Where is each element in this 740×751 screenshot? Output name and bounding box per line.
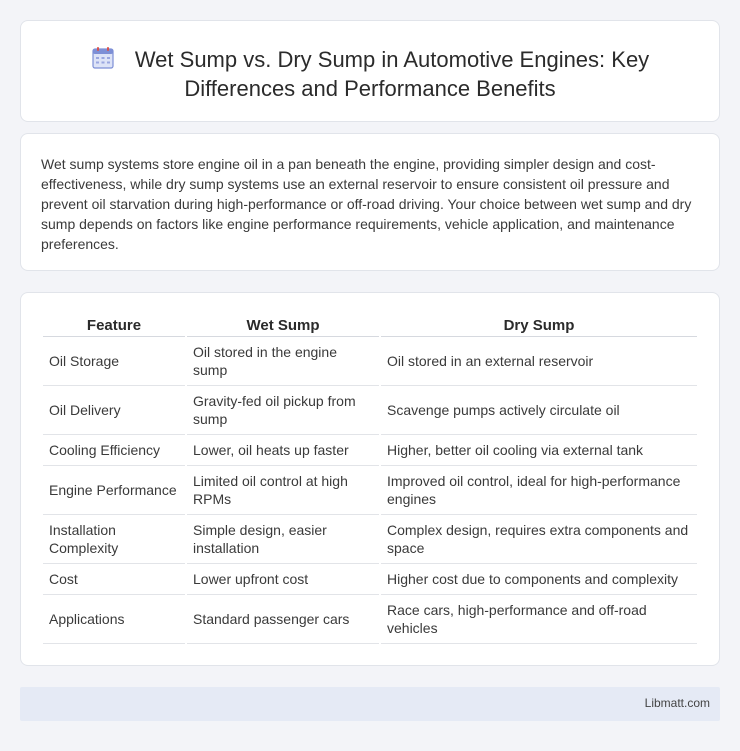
cell-dry-sump: Oil stored in an external reservoir (381, 337, 697, 386)
table-row (43, 515, 697, 564)
cell-wet-sump: Oil stored in the engine sump (187, 337, 379, 386)
cell-dry-sump: Race cars, high-performance and off-road vehicles (381, 595, 697, 644)
cell-dry-sump: Higher, better oil cooling via external tank (381, 435, 697, 466)
footer-bar (20, 687, 720, 721)
comparison-table (41, 315, 699, 644)
table-row (43, 595, 697, 644)
cell-feature: Oil Storage (43, 337, 185, 386)
source-link[interactable]: Libmatt.com (644, 696, 710, 710)
table-row (43, 386, 697, 435)
cell-dry-sump: Scavenge pumps actively circulate oil (381, 386, 697, 435)
cell-feature: Cooling Efficiency (43, 435, 185, 466)
cell-feature: Installation Complexity (43, 515, 185, 564)
cell-wet-sump: Limited oil control at high RPMs (187, 466, 379, 515)
header-wet-sump: Wet Sump (187, 315, 379, 337)
cell-wet-sump: Lower upfront cost (187, 564, 379, 595)
cell-wet-sump: Simple design, easier installation (187, 515, 379, 564)
comparison-table-card (20, 292, 720, 666)
cell-dry-sump: Higher cost due to components and complexity (381, 564, 697, 595)
cell-feature: Oil Delivery (43, 386, 185, 435)
table-row (43, 435, 697, 466)
page-title: Wet Sump vs. Dry Sump in Automotive Engines: Key Differences and Performance Benefits (134, 47, 650, 101)
cell-wet-sump: Lower, oil heats up faster (187, 435, 379, 466)
cell-feature: Cost (43, 564, 185, 595)
page-title-wrap (41, 45, 699, 103)
cell-feature: Applications (43, 595, 185, 644)
table-header-row (43, 315, 697, 337)
cell-wet-sump: Standard passenger cars (187, 595, 379, 644)
cell-dry-sump: Improved oil control, ideal for high-performance engines (381, 466, 697, 515)
cell-dry-sump: Complex design, requires extra components and space (381, 515, 697, 564)
cell-feature: Engine Performance (43, 466, 185, 515)
header-dry-sump: Dry Sump (381, 315, 697, 337)
calendar-icon (91, 46, 115, 70)
intro-paragraph: Wet sump systems store engine oil in a pan beneath the engine, providing simpler design and cost-effectiveness, while dry sump systems use an external reservoir to ensure consistent oil pressure and prevent oil starvation during high-performance or off-road driving. Your choice between wet sump and dry sump depends on factors like engine performance requirements, vehicle application, and maintenance preferences. (41, 156, 692, 252)
table-row (43, 337, 697, 386)
table-row (43, 564, 697, 595)
header-card (20, 20, 720, 122)
header-feature: Feature (43, 315, 185, 337)
table-row (43, 466, 697, 515)
intro-card (20, 133, 720, 271)
cell-wet-sump: Gravity-fed oil pickup from sump (187, 386, 379, 435)
